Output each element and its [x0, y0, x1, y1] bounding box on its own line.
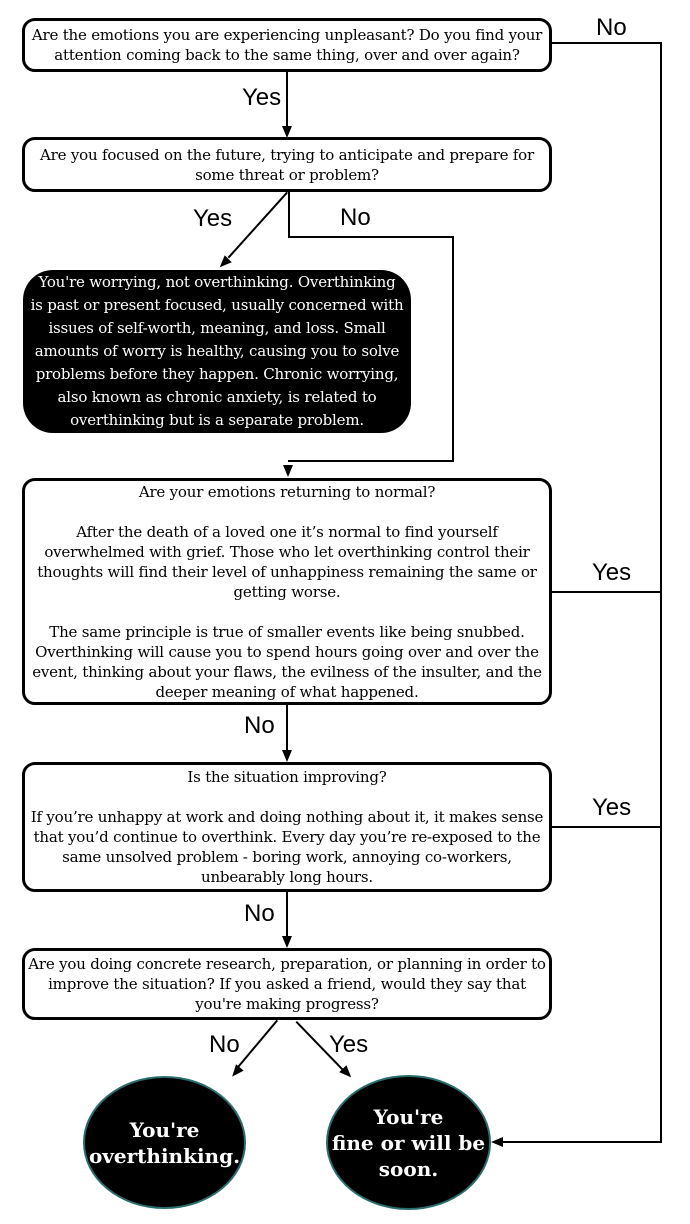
question-unpleasant-emotions: Are the emotions you are experiencing unpleasant? Do you find your attention coming back to the same thing, over and over again? — [22, 18, 552, 72]
edge-q2-no-line-1 — [288, 192, 290, 238]
result-fine: You're fine or will be soon. — [326, 1075, 491, 1210]
edge-label-q1-yes: Yes — [242, 84, 282, 111]
arrowhead-into-q5 — [282, 936, 292, 948]
arrowhead-into-fine — [491, 1137, 503, 1147]
edge-label-q3-no: No — [244, 712, 275, 739]
edge-q4-yes-line — [552, 826, 662, 828]
edge-q1-yes-line — [286, 72, 288, 127]
question-future-focused: Are you focused on the future, trying to anticipate and prepare for some threat or problem? — [22, 137, 552, 192]
edge-label-q4-no: No — [244, 900, 275, 927]
edge-label-q1-no: No — [596, 14, 627, 41]
edge-q1-no-line — [552, 42, 662, 44]
edge-label-q5-yes: Yes — [329, 1031, 369, 1058]
edge-label-q5-no: No — [209, 1031, 240, 1058]
edge-q4-no-line — [286, 892, 288, 937]
edge-q5-no-line — [237, 1020, 278, 1068]
edge-q2-no-line-4 — [288, 460, 454, 462]
edge-label-q3-yes: Yes — [592, 559, 632, 586]
edge-label-q2-yes: Yes — [193, 205, 233, 232]
question-situation-improving: Is the situation improving? If you’re unhappy at work and doing nothing about it, it makes sense that you’d continue to overthink. Every day you’re re-exposed to the same unsolved problem - boring work, annoying co-workers, unbearably long hours. — [22, 762, 552, 892]
arrowhead-into-overthinking — [228, 1064, 243, 1080]
result-overthinking: You're overthinking. — [83, 1076, 246, 1209]
edge-q2-no-line-3 — [452, 236, 454, 462]
arrowhead-into-q3 — [283, 465, 293, 477]
edge-label-q4-yes: Yes — [592, 794, 632, 821]
edge-q2-no-line-2 — [288, 236, 454, 238]
result-worrying: You're worrying, not overthinking. Overthinking is past or present focused, usually concerned with issues of self-worth, meaning, and loss. Small amounts of worry is healthy, causing you to solve problems before they happen. Chronic worrying, also known as chronic anxiety, is related to overthinking but is a separate problem. — [23, 270, 411, 433]
edge-rail-to-fine-line — [501, 1141, 662, 1143]
edge-q3-yes-line — [552, 591, 662, 593]
question-making-progress: Are you doing concrete research, preparation, or planning in order to improve the situation? If you asked a friend, would they say that you're making progress? — [22, 948, 552, 1020]
edge-label-q2-no: No — [340, 204, 371, 231]
question-emotions-returning-normal: Are your emotions returning to normal? After the death of a loved one it’s normal to find yourself overwhelmed with grief. Those who let overthinking control their thoughts will find their level of unhappiness remaining the same or getting worse. The same principle is true of smaller events like being snubbed. Overthinking will cause you to spend hours going over and over the event, thinking about your flaws, the evilness of the insulter, and the deeper meaning of what happened. — [22, 478, 552, 705]
edge-q3-no-line — [286, 705, 288, 751]
arrowhead-into-q4 — [282, 750, 292, 762]
edge-q2-yes-line — [228, 192, 288, 258]
